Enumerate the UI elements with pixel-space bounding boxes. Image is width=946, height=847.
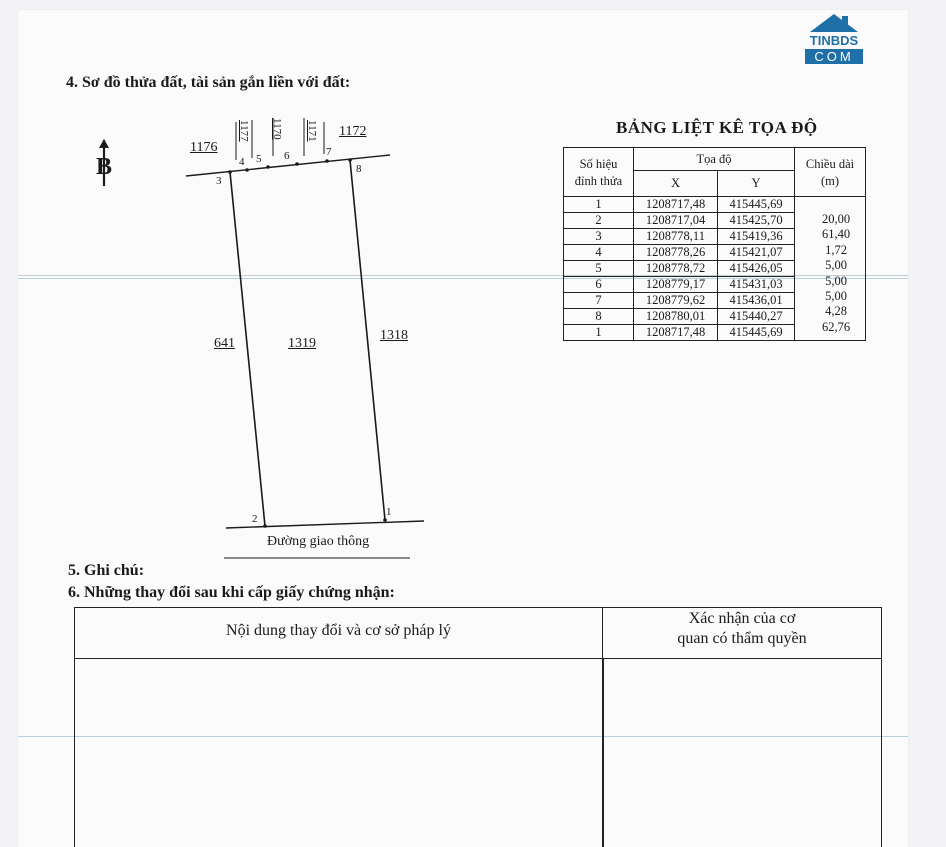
- vertex-label: 8: [356, 163, 362, 175]
- coord-cell-y: 415445,69: [718, 325, 795, 341]
- length-value: 20,00: [821, 212, 851, 226]
- coord-cell-y: 415436,01: [718, 293, 795, 309]
- coord-table-title: BẢNG LIỆT KÊ TỌA ĐỘ: [616, 118, 818, 137]
- svg-text:B: B: [95, 154, 113, 180]
- vertex-label: 2: [252, 513, 258, 525]
- header-y: Y: [718, 171, 795, 197]
- svg-text:TINBDS: TINBDS: [809, 33, 859, 48]
- length-value: 62,76: [821, 319, 851, 334]
- neighbor-parcel-1172: 1172: [339, 124, 367, 139]
- coord-cell-x: 1208778,26: [634, 245, 718, 261]
- coord-cell-x: 1208717,48: [634, 197, 718, 213]
- coord-cell-y: 415445,69: [718, 197, 795, 213]
- length-value: 5,00: [825, 258, 847, 273]
- changes-table: [74, 607, 882, 847]
- changes-header-content-text: Nội dung thay đổi và cơ sở pháp lý: [226, 622, 451, 639]
- header-point: Số hiệu đỉnh thửa: [564, 148, 634, 197]
- neighbor-parcel-1318: 1318: [380, 328, 408, 343]
- road-label: Đường giao thông: [267, 534, 370, 549]
- coord-cell-x: 1208717,48: [634, 325, 718, 341]
- coord-cell-x: 1208779,17: [634, 277, 718, 293]
- certificate-page: [18, 10, 908, 847]
- header-coord: Tọa độ: [634, 148, 795, 171]
- coord-cell-id: 8: [564, 309, 634, 325]
- coord-cell-y: 415425,70: [718, 213, 795, 229]
- coord-cell-id: 1: [564, 325, 634, 341]
- length-column: [810, 212, 862, 335]
- section-6-title: 6. Những thay đổi sau khi cấp giấy chứng nhận:: [68, 584, 395, 601]
- length-value: 1,72: [825, 242, 847, 257]
- coord-cell-x: 1208778,11: [634, 229, 718, 245]
- vertex-label: 1: [386, 506, 392, 518]
- length-value: 5,00: [825, 288, 847, 303]
- coord-cell-x: 1208778,72: [634, 261, 718, 277]
- coord-cell-id: 4: [564, 245, 634, 261]
- vertex-label: 5: [256, 153, 262, 165]
- coord-row: [564, 197, 866, 213]
- coord-cell-id: 3: [564, 229, 634, 245]
- svg-text:COM: COM: [814, 49, 854, 64]
- vertex-label: 6: [284, 150, 290, 162]
- length-value: 61,40: [821, 227, 851, 242]
- changes-header-confirm: [603, 608, 881, 659]
- coord-cell-y: 415431,03: [718, 277, 795, 293]
- neighbor-parcel-1177: 1177: [238, 120, 250, 142]
- neighbor-parcel-641: 641: [214, 336, 235, 351]
- section-4-title: 4. Sơ đồ thửa đất, tài sản gắn liền với đất:: [66, 74, 351, 91]
- section-5-title: 5. Ghi chú:: [68, 562, 145, 579]
- coord-cell-y: 415419,36: [718, 229, 795, 245]
- changes-column-divider: [602, 658, 604, 847]
- coord-cell-x: 1208780,01: [634, 309, 718, 325]
- neighbor-parcel-1176: 1176: [190, 140, 218, 155]
- vertex-label: 3: [216, 175, 222, 187]
- neighbor-parcel-1171: 1171: [306, 120, 318, 142]
- coord-cell-id: 6: [564, 277, 634, 293]
- coord-cell-x: 1208779,62: [634, 293, 718, 309]
- header-x: X: [634, 171, 718, 197]
- coord-cell-y: 415421,07: [718, 245, 795, 261]
- coord-cell-id: 5: [564, 261, 634, 277]
- coord-cell-y: 415426,05: [718, 261, 795, 277]
- coord-cell-id: 7: [564, 293, 634, 309]
- coord-cell-y: 415440,27: [718, 309, 795, 325]
- changes-header-confirm-l1: Xác nhận của cơ: [688, 610, 796, 627]
- changes-header-confirm-l2: quan có thẩm quyền: [677, 630, 807, 647]
- length-value: 5,00: [825, 273, 847, 288]
- neighbor-parcel-1170: 1170: [271, 118, 283, 140]
- vertex-label: 4: [239, 156, 245, 168]
- length-value: 4,28: [825, 304, 847, 319]
- coord-cell-x: 1208717,04: [634, 213, 718, 229]
- coord-cell-id: 2: [564, 213, 634, 229]
- vertex-label: 7: [326, 146, 332, 158]
- changes-header-content: [75, 608, 603, 659]
- coord-cell-id: 1: [564, 197, 634, 213]
- main-parcel-1319: 1319: [288, 336, 316, 351]
- header-length: Chiều dài (m): [795, 148, 866, 197]
